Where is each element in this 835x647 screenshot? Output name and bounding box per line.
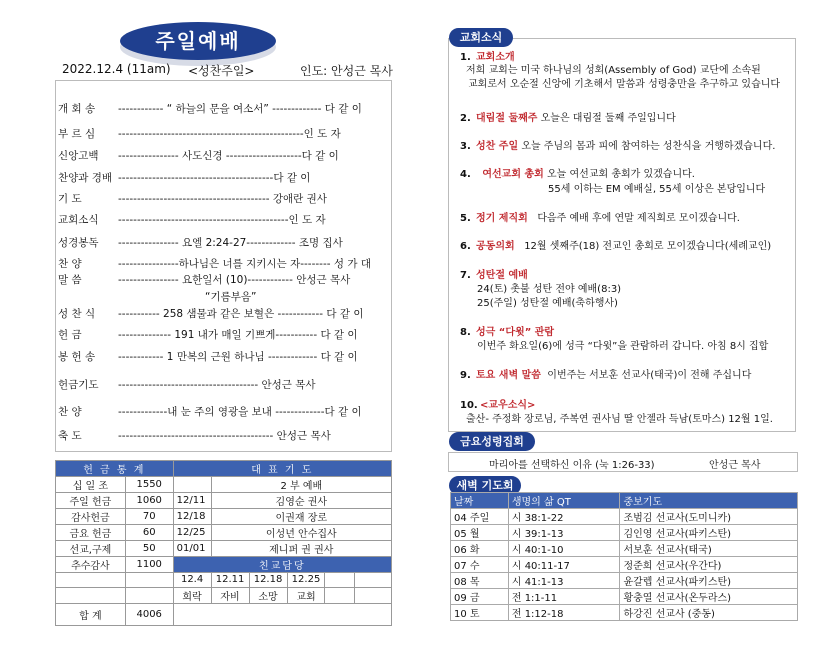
news-item: 10. <교우소식> — [460, 400, 536, 411]
fellowship-group: 교회 — [287, 587, 325, 603]
col-date: 날짜 — [451, 493, 509, 509]
offering-value: 70 — [125, 509, 173, 525]
offering-label: 십 일 조 — [56, 477, 126, 493]
order-row: 헌 금 -------------- 191 내가 매일 기쁘게----------- 다 같 이 — [58, 329, 358, 341]
news-line: 저희 교회는 미국 하나님의 성회(Assembly of God) 교단에 소속된 — [466, 65, 761, 76]
table-row: 06 화 시 40:1-10 서보훈 선교사(태국) — [451, 541, 798, 557]
table-row: 09 금 전 1:1-11 황충열 선교사(온두라스) — [451, 589, 798, 605]
table-row: 08 목 시 41:1-13 윤갈렙 선교사(파키스탄) — [451, 573, 798, 589]
sermon-subtitle: “기름부음” — [205, 291, 257, 303]
order-row: 교회소식 ---------------------------------------------인 도 자 — [58, 214, 326, 226]
news-line: 출산- 주정화 장로님, 주복연 권사님 딸 안젤라 득남(토마스) 12월 1일. — [466, 414, 773, 425]
table-row: 10 토 전 1:12-18 하강진 선교사 (중동) — [451, 605, 798, 621]
friday-service-header: 금요성령집회 — [449, 432, 535, 451]
offering-total-label: 합 계 — [56, 603, 126, 625]
order-row: 성경봉독 ---------------- 요엘 2:24-27------------- 조명 집사 — [58, 237, 343, 249]
col-intercession: 중보기도 — [620, 493, 798, 509]
prayer-name: 김영순 권사 — [211, 493, 391, 509]
news-item: 3. 성찬 주일 오늘 주님의 몸과 피에 참여하는 성찬식을 거행하겠습니다. — [460, 141, 776, 152]
news-item: 9. 토요 새벽 말씀 이번주는 서보훈 선교사(태국)이 전해 주십니다 — [460, 370, 752, 381]
order-row: 찬 양 ----------------하나님은 너를 지키시는 자-------- 성 가 대 — [58, 258, 371, 270]
friday-topic: 마리아를 선택하신 이유 (눅 1:26-33) — [489, 460, 655, 471]
order-row: 찬 양 -------------내 눈 주의 영광을 보내 -------------다 같 이 — [58, 406, 362, 418]
col-qt: 생명의 삶 QT — [508, 493, 620, 509]
order-row: 개 회 송 ------------ “ 하늘의 문을 여소서” ------------- 다 같 이 — [58, 103, 362, 115]
news-item: 5. 정기 제직회 다음주 예배 후에 연말 제직회로 모이겠습니다. — [460, 213, 740, 224]
news-line: 24(토) 촛불 성탄 전야 예배(8:3) — [477, 284, 622, 295]
prayer-name: 이권재 장로 — [211, 509, 391, 525]
offering-value: 1100 — [125, 557, 173, 573]
offering-total-value: 4006 — [125, 603, 173, 625]
offering-value: 50 — [125, 541, 173, 557]
news-line: 이번주 화요일(6)에 성극 “다윗”을 관람하러 갑니다. 아침 8시 집합 — [477, 341, 769, 352]
fellowship-date: 12.25 — [287, 573, 325, 588]
prayer-date: 01/01 — [173, 541, 211, 557]
offering-label: 추수감사 — [56, 557, 126, 573]
prayer-header: 대 표 기 도 — [173, 461, 391, 477]
fellowship-header: 친교담당 — [173, 557, 391, 573]
prayer-date: 12/11 — [173, 493, 211, 509]
news-item: 8. 성극 “다윗” 관람 — [460, 327, 555, 338]
prayer-name: 제니퍼 권 권사 — [211, 541, 391, 557]
news-item: 6. 공동의회 12월 셋째주(18) 전교인 총회로 모이겠습니다(세례교인) — [460, 241, 772, 252]
fellowship-group: 희락 — [173, 587, 211, 603]
news-item: 4. 여선교회 총회 오늘 여선교회 총회가 있겠습니다. — [460, 169, 695, 180]
dawn-prayer-header: 새벽 기도회 — [449, 476, 521, 495]
offering-value: 1060 — [125, 493, 173, 509]
order-row: 부 르 심 -------------------------------------------------인 도 자 — [58, 128, 341, 140]
offering-label: 감사헌금 — [56, 509, 126, 525]
news-line: 55세 이하는 EM 예배실, 55세 이상은 본당입니다 — [548, 184, 766, 195]
prayer-name: 이성년 안수집사 — [211, 525, 391, 541]
offering-prayer-table — [55, 460, 392, 626]
service-leader: 인도: 안성근 목사 — [300, 64, 393, 78]
fellowship-group: 소망 — [249, 587, 287, 603]
prayer-date — [173, 477, 211, 493]
order-row: 말 씀 ---------------- 요한일서 (10)------------ 안성근 목사 — [58, 274, 351, 286]
news-line: 교회로서 오순절 신앙에 기초해서 말씀과 성령충만을 추구하고 있습니다 — [468, 79, 781, 90]
fellowship-date: 12.4 — [173, 573, 211, 588]
order-row: 찬양과 경배 -----------------------------------------다 같 이 — [58, 172, 311, 184]
friday-service-box — [448, 452, 798, 472]
fellowship-date: 12.18 — [249, 573, 287, 588]
offering-value: 1550 — [125, 477, 173, 493]
prayer-date: 12/18 — [173, 509, 211, 525]
prayer-name: 2 부 예배 — [211, 477, 391, 493]
news-item: 1. 교회소개 — [460, 52, 515, 63]
friday-speaker: 안성근 목사 — [709, 460, 761, 471]
offering-header: 헌 금 통 계 — [56, 461, 174, 477]
table-row: 05 월 시 39:1-13 김인영 선교사(파키스탄) — [451, 525, 798, 541]
service-date: 2022.12.4 (11am) — [62, 62, 171, 76]
order-row: 기 도 ---------------------------------------- 강애란 권사 — [58, 193, 327, 205]
prayer-date: 12/25 — [173, 525, 211, 541]
offering-label: 금요 헌금 — [56, 525, 126, 541]
dawn-prayer-table — [450, 492, 798, 621]
fellowship-date: 12.11 — [211, 573, 249, 588]
church-news-header: 교회소식 — [449, 28, 513, 47]
fellowship-group: 자비 — [211, 587, 249, 603]
order-row: 축 도 ----------------------------------------- 안성근 목사 — [58, 430, 331, 442]
news-item: 7. 성탄절 예배 — [460, 270, 528, 281]
news-line: 25(주일) 성탄절 예배(축하행사) — [477, 298, 618, 309]
order-row: 성 찬 식 ----------- 258 샘물과 같은 보혈은 ------------ 다 같 이 — [58, 308, 364, 320]
order-row: 신앙고백 ---------------- 사도신경 --------------------다 같 이 — [58, 150, 339, 162]
offering-label: 선교,구제 — [56, 541, 126, 557]
offering-value: 60 — [125, 525, 173, 541]
service-occasion: <성찬주일> — [188, 64, 255, 78]
table-row: 04 주일 시 38:1-22 조범김 선교사(도미니카) — [451, 509, 798, 525]
bulletin-title: 주일예배 — [120, 22, 276, 60]
order-row: 봉 헌 송 ------------ 1 만복의 근원 하나님 ------------- 다 같 이 — [58, 351, 358, 363]
news-item: 2. 대림절 둘째주 오늘은 대림절 둘째 주일입니다 — [460, 113, 676, 124]
table-row: 07 수 시 40:11-17 정준희 선교사(우간다) — [451, 557, 798, 573]
order-row: 헌금기도 ------------------------------------- 안성근 목사 — [58, 379, 316, 391]
offering-label: 주일 헌금 — [56, 493, 126, 509]
